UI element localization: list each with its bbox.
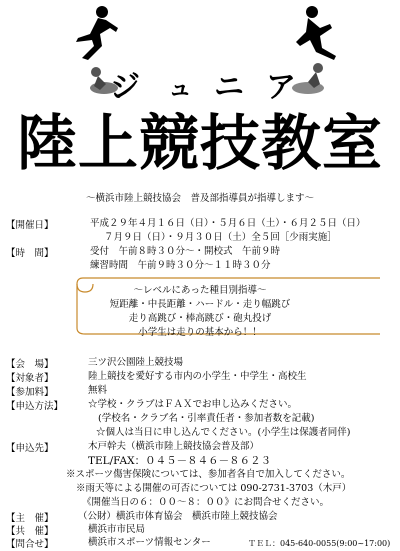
co-organizer-label: 【共 催】: [6, 526, 54, 537]
venue-value: 三ツ沢公園陸上競技場: [88, 357, 184, 368]
co-organizer-value: 横浜市市民局: [88, 524, 146, 535]
rain-time-note: 《開催当日の６：００～８：００》にお問合せください。: [82, 497, 330, 508]
date-label: 【開催日】: [6, 220, 54, 231]
organizer-value: （公財）横浜市体育協会 横浜市陸上競技協会: [78, 511, 278, 522]
time-label: 【時 間】: [6, 248, 54, 259]
fee-value: 無料: [88, 385, 108, 396]
time-line-1: 受付 午前８時３０分～・開校式 午前９時: [90, 246, 281, 257]
contact-label: 【申込先】: [6, 443, 54, 454]
contact-line-1: 木戸幹夫（横浜市陸上競技協会普及部）: [88, 441, 260, 452]
time-line-2: 練習時間 午前９時３０分～１１時３０分: [90, 260, 271, 271]
inquiry-tel: ＴＥＬ：045-640-0055(9:00~17:00): [248, 539, 391, 548]
contact-line-2: TEL/FAX：０４５－８４６－８６２３: [88, 455, 272, 467]
rain-note: ※雨天等による開催の可否については 090-2731-3703（木戸）: [76, 483, 352, 494]
apply-method-label: 【申込方法】: [6, 401, 64, 412]
subtitle-char-ji: ジ: [110, 70, 140, 105]
inquiry-value: 横浜市スポーツ情報センター: [88, 537, 211, 548]
apply-method-line-3: ☆個人は当日に申し込んでください。(小学生は保護者同伴): [96, 427, 351, 438]
runner-figure-right: [290, 4, 346, 64]
fee-label: 【参加料】: [6, 387, 54, 398]
apply-method-line-2: (学校名・クラブ名・引率責任者・参加者数を記載): [98, 413, 315, 424]
tagline: ～横浜市陸上競技協会 普及部指導員が指導します～: [85, 193, 314, 204]
venue-label: 【会 場】: [6, 359, 54, 370]
organizer-label: 【主 催】: [6, 513, 54, 524]
scroll-line-2: 短距離・中長距離・ハードル・走り幅跳び: [109, 299, 291, 310]
subtitle-char-ni: ニ: [214, 70, 244, 105]
target-value: 陸上競技を愛好する市内の小学生・中学生・高校生: [88, 371, 307, 382]
scroll-line-1: ～レベルにあった種目別指導～: [133, 285, 267, 296]
scroll-line-4: 小学生は走りの基本から！！: [138, 327, 262, 338]
apply-method-line-1: ☆学校・クラブはＦＡＸでお申し込みください。: [88, 399, 298, 410]
date-line-2: ７月９日（日）・９月３０日（土）全５回［少雨実施］: [104, 232, 337, 243]
runner-figure-left: [62, 4, 124, 62]
inquiry-label: 【問合せ】: [6, 539, 54, 550]
subtitle-char-a: ア: [266, 70, 296, 105]
page-title: 陸上競技教室: [17, 109, 383, 179]
scroll-line-3: 走り高跳び・棒高跳び・砲丸投げ: [128, 313, 272, 324]
date-line-1: 平成２９年４月１６日（日）・５月６日（土）・６月２５日（日）: [90, 218, 366, 229]
target-label: 【対象者】: [6, 373, 54, 384]
insurance-note: ※スポーツ傷害保険については、参加者各自で加入してください。: [66, 469, 351, 480]
subtitle-char-yu: ュ: [168, 74, 192, 102]
